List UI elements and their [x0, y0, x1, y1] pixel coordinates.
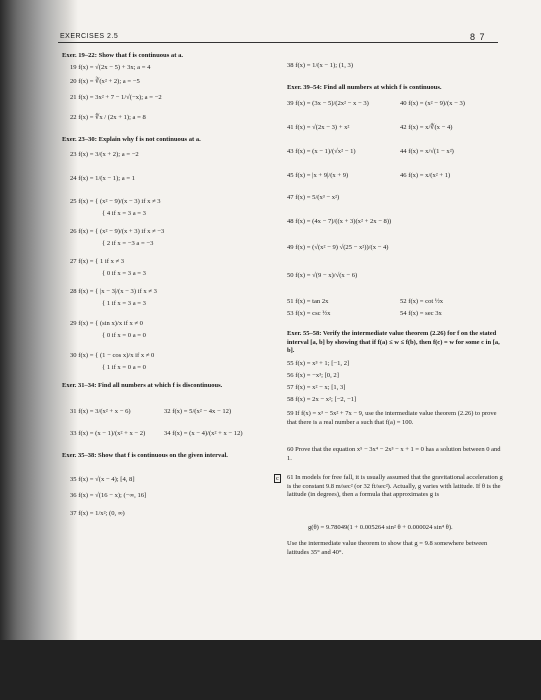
exercise-heading: Exer. 23–30: Explain why f is not continuous at a. [62, 136, 201, 143]
book-spine-shadow [0, 0, 78, 650]
calculator-box-icon: c [276, 475, 279, 482]
formula: g(θ) = 9.78049(1 + 0.005264 sin² θ + 0.000024 sin⁴ θ). [308, 524, 453, 531]
exercise-item: 61 In models for free fall, it is usually assumed that the gravitational acceleration g is the constant 9.8 m/sec² (or 32 ft/sec²). Actually, g varies with latitude. If θ is the latitude (in degrees), then a formula that approximates g is [287, 474, 503, 499]
exercise-item: 49 f(x) = (√(x² − 9) √(25 − x²))/(x − 4) [287, 244, 389, 251]
exercise-heading: Exer. 35–38: Show that f is continuous on the given interval. [62, 452, 228, 459]
exercise-item: 44 f(x) = x/√(1 − x²) [400, 148, 454, 155]
exercise-item: 54 f(x) = sec 3x [400, 310, 442, 317]
exercise-item: 45 f(x) = |x + 9|/(x + 9) [287, 172, 349, 179]
exercise-item: 52 f(x) = cot ½x [400, 298, 444, 305]
section-header: EXERCISES 2.5 [60, 33, 119, 40]
exercise-heading: Exer. 19–22: Show that f is continuous at a. [62, 52, 184, 59]
exercise-item: 53 f(x) = csc ½x [287, 310, 331, 317]
exercise-item: 21 f(x) = 3x² + 7 − 1/√(−x); a = −2 [70, 94, 162, 101]
exercise-item: 59 If f(x) = x³ − 5x² + 7x − 9, use the intermediate value theorem (2.26) to prove that there is a real number a such that f(a) = 100. [287, 410, 497, 426]
exercise-item: 41 f(x) = √(2x − 3) + x² [287, 124, 350, 131]
exercise-item: 26 f(x) = { (x² − 9)/(x + 3) if x ≠ −3 [70, 228, 165, 235]
exercise-item: 27 f(x) = { 1 if x ≠ 3 [70, 258, 125, 265]
page-number: 8 7 [470, 32, 486, 42]
exercise-item: 23 f(x) = 3/(x + 2); a = −2 [70, 151, 139, 158]
exercise-item: 47 f(x) = 5/(x³ − x²) [287, 194, 340, 201]
exercise-item: 39 f(x) = (3x − 5)/(2x² − x − 3) [287, 100, 369, 107]
exercise-item: 57 f(x) = x² − x; [1, 3] [287, 384, 346, 391]
exercise-item: 19 f(x) = √(2x − 5) + 3x; a = 4 [70, 64, 151, 71]
header-rule [58, 42, 498, 43]
exercise-item: { 4 if x = 3 a = 3 [102, 210, 146, 217]
exercise-item: 31 f(x) = 3/(x² + x − 6) [70, 408, 131, 415]
exercise-item: 38 f(x) = 1/(x − 1); (1, 3) [287, 62, 354, 69]
exercise-item: 55 f(x) = x³ + 1; [−1, 2] [287, 360, 350, 367]
exercise-item: Use the intermediate value theorem to show that g = 9.8 somewhere between latitudes 35° and 40°. [287, 540, 488, 556]
exercise-item: 51 f(x) = tan 2x [287, 298, 329, 305]
exercise-item: 48 f(x) = (4x − 7)/((x + 3)(x² + 2x − 8)) [287, 218, 392, 225]
exercise-item: 30 f(x) = { (1 − cos x)/x if x ≠ 0 [70, 352, 155, 359]
exercise-item: 32 f(x) = 5/(x² − 4x − 12) [164, 408, 232, 415]
exercise-item: 33 f(x) = (x − 1)/(x² + x − 2) [70, 430, 146, 437]
exercise-item: 42 f(x) = x/∜(x − 4) [400, 124, 453, 131]
exercise-item: 25 f(x) = { (x² − 9)/(x − 3) if x ≠ 3 [70, 198, 161, 205]
exercise-item: 43 f(x) = (x − 1)/(√x² − 1) [287, 148, 356, 155]
exercise-item: 29 f(x) = { (sin x)/x if x ≠ 0 [70, 320, 143, 327]
exercise-item: 20 f(x) = ∛(x² + 2); a = −5 [70, 78, 140, 85]
exercise-item: 58 f(x) = 2x − x²; [−2, −1] [287, 396, 357, 403]
exercise-item: 28 f(x) = { |x − 3|/(x − 3) if x ≠ 3 [70, 288, 157, 295]
exercise-item: 40 f(x) = (x² − 9)/(x − 3) [400, 100, 465, 107]
exercise-heading: Exer. 31–34: Find all numbers at which f is discontinuous. [62, 382, 223, 389]
exercise-heading: Exer. 39–54: Find all numbers at which f is continuous. [287, 84, 442, 91]
exercise-item: 22 f(x) = ∜x / (2x + 1); a = 8 [70, 114, 146, 121]
exercise-item: 36 f(x) = √(16 − x); (−∞, 16] [70, 492, 147, 499]
exercise-item: 37 f(x) = 1/x²; (0, ∞) [70, 510, 125, 517]
exercise-item: 34 f(x) = (x − 4)/(x² + x − 12) [164, 430, 243, 437]
exercise-item: 46 f(x) = x/(x² + 1) [400, 172, 451, 179]
exercise-item: 50 f(x) = √(9 − x)/√(x − 6) [287, 272, 358, 279]
exercise-item: { 1 if x = 3 a = 3 [102, 300, 146, 307]
bottom-shadow [0, 640, 541, 700]
exercise-item: 56 f(x) = −x³; [0, 2] [287, 372, 339, 379]
exercise-item: { 0 if x = 3 a = 3 [102, 270, 146, 277]
exercise-heading: Exer. 55–58: Verify the intermediate value theorem (2.26) for f on the stated interval [a, b] by showing that if f(a) ≤ w ≤ f(b), then f(c) = w for some c in [a, b]. [287, 330, 500, 355]
exercise-item: 24 f(x) = 1/(x − 1); a = 1 [70, 175, 135, 182]
exercise-item: 35 f(x) = √(x − 4); [4, 8] [70, 476, 135, 483]
exercise-item: { 2 if x = −3 a = −3 [102, 240, 154, 247]
exercise-item: { 1 if x = 0 a = 0 [102, 364, 146, 371]
exercise-item: 60 Prove that the equation x⁵ − 3x⁴ − 2x³ − x + 1 = 0 has a solution between 0 and 1. [287, 446, 501, 462]
exercise-item: { 0 if x = 0 a = 0 [102, 332, 146, 339]
